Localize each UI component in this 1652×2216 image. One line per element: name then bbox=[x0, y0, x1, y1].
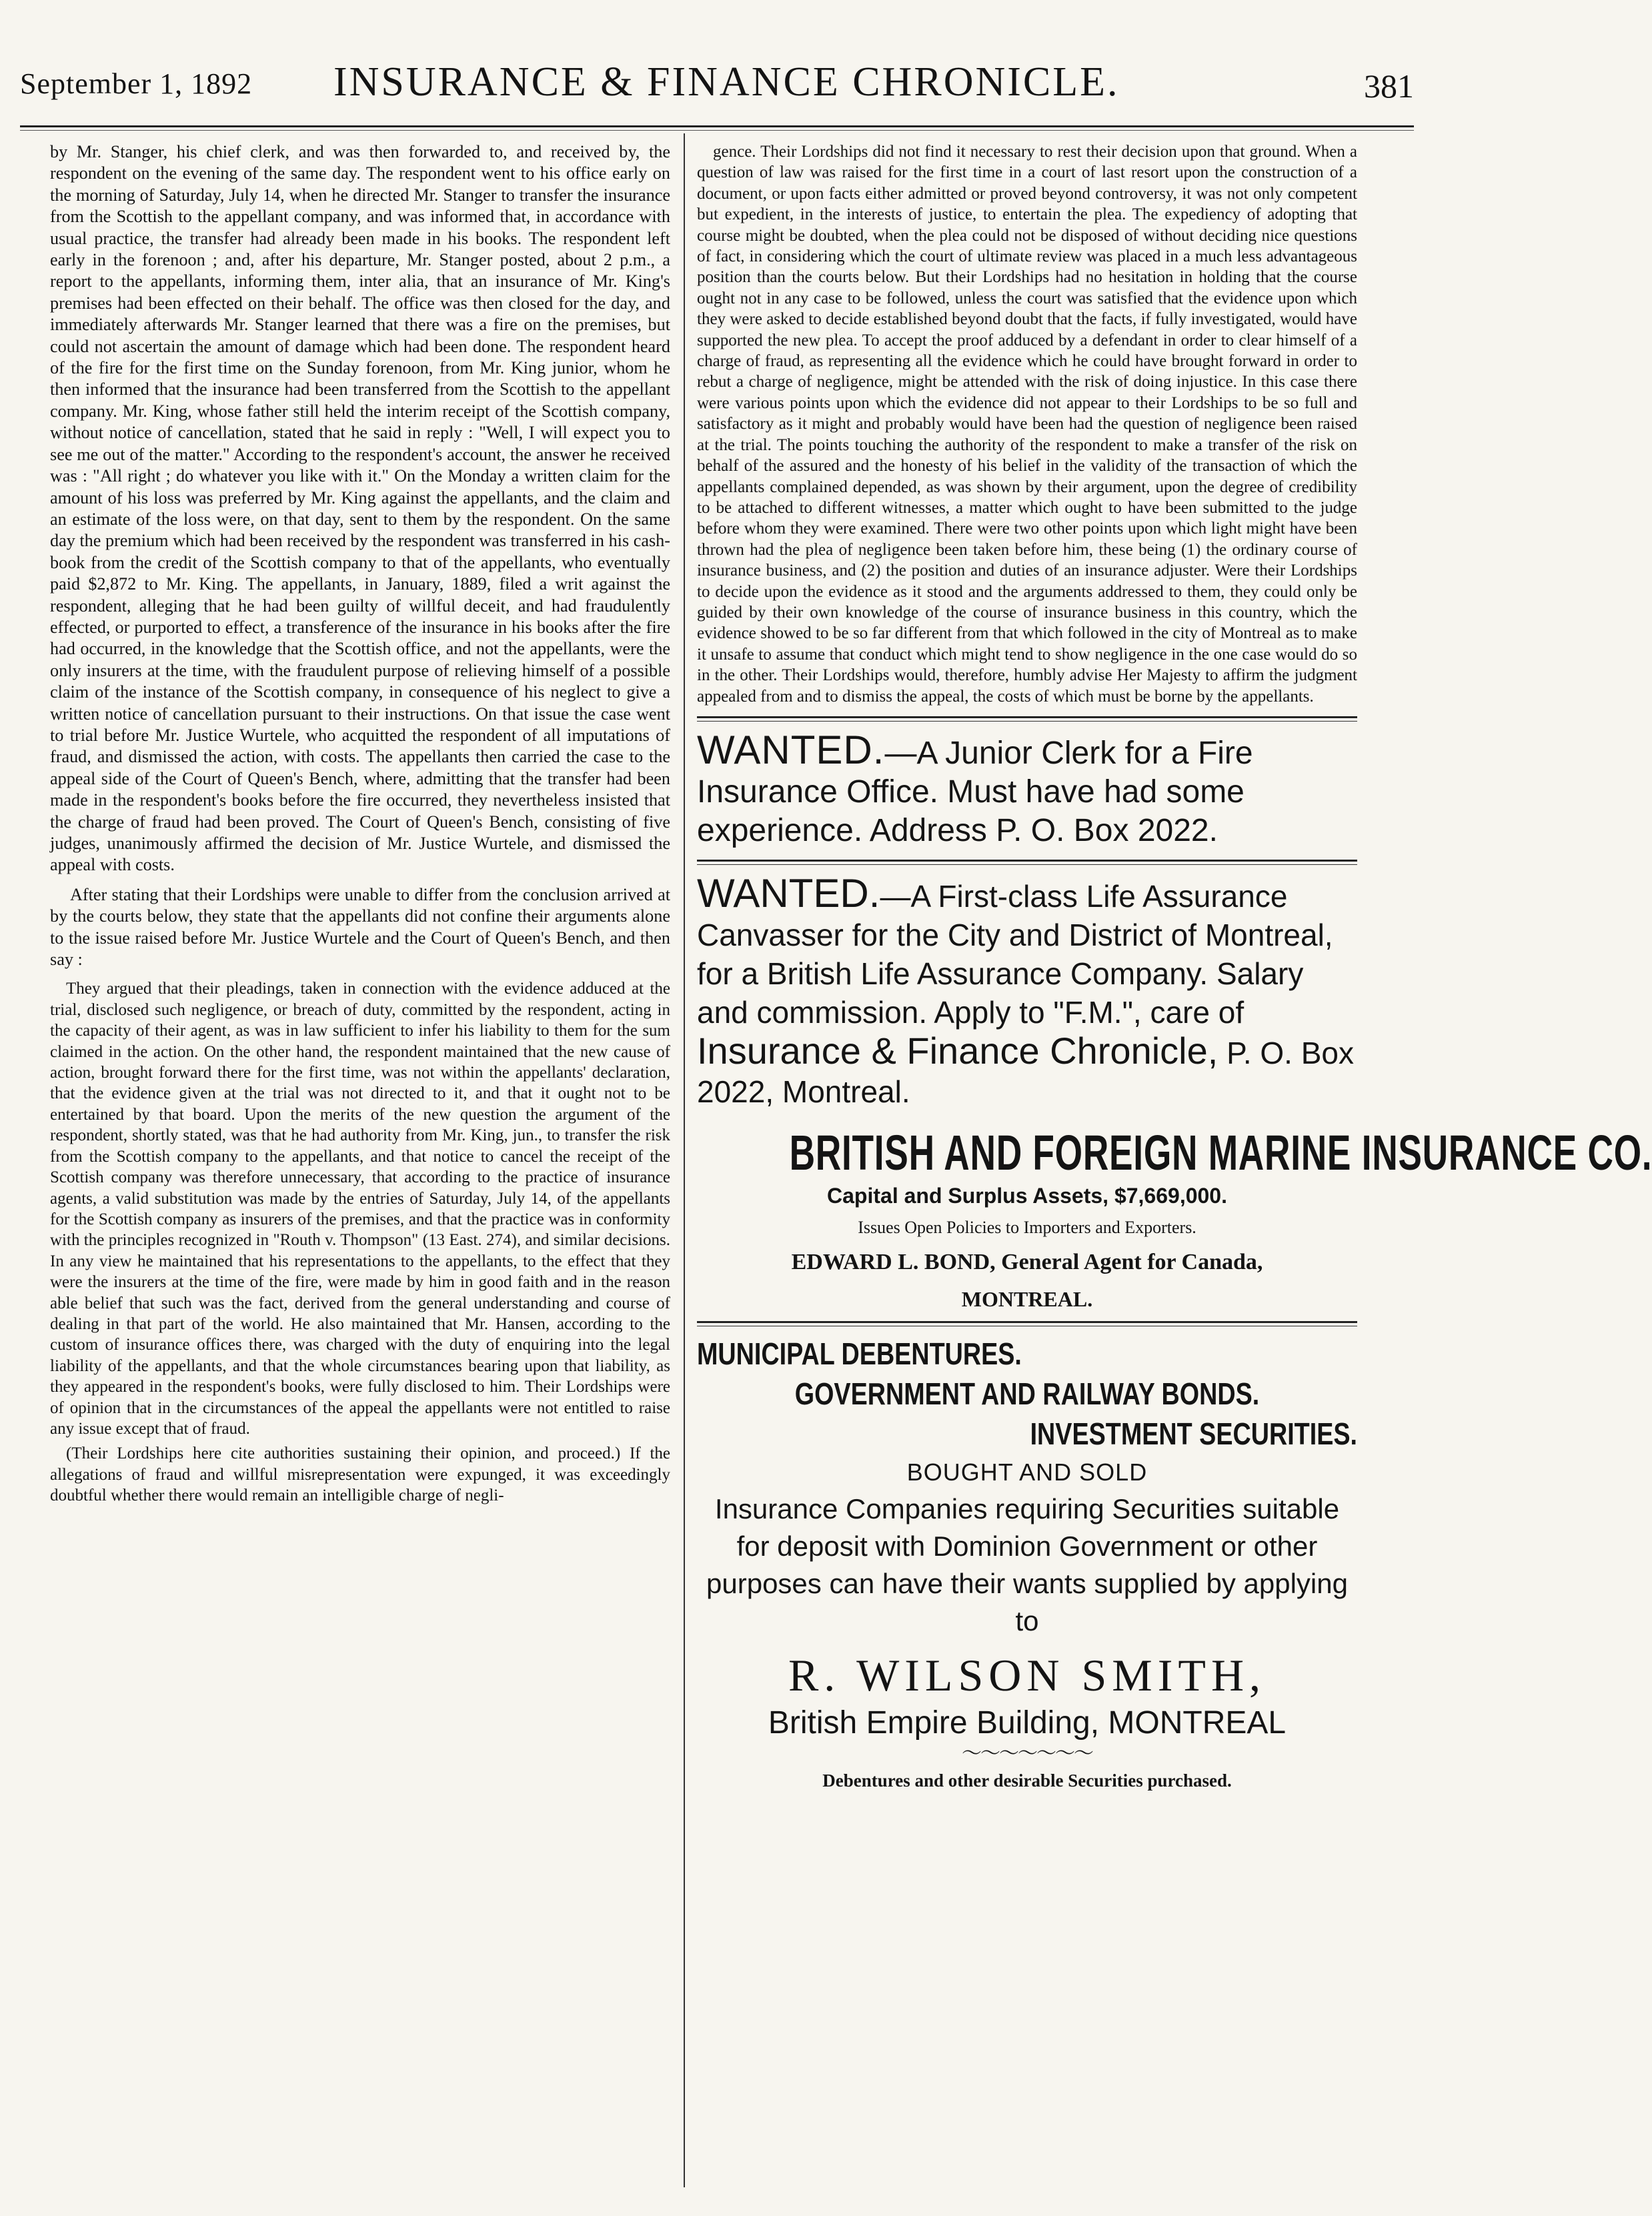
article-paragraph: by Mr. Stanger, his chief clerk, and was then forwarded to, and received by, the respondent on the evening of the same day. The respondent went to his office early on the morning of Saturday, July 14, when he directed Mr. Stanger to transfer the insurance from the Scottish to the appellant company, and was informed that, in accordance with usual practice, the transfer had already been made in his books. The respondent left early in the forenoon ; and, after his departure, Mr. Stanger posted, about 2 p.m., a report to the appellants, informing them, inter alia, that an insurance of Mr. King's premises had been effected on their behalf. The office was then closed for the day, and immediately afterwards Mr. Stanger learned that there was a fire on the premises, but could not ascertain the amount of damage which had been done. The respondent heard of the fire for the first time on the Sunday forenoon, from Mr. King junior, whom he then informed that the insurance had been transferred from the Scottish to the appellant company. Mr. King, whose father still held the interim receipt of the Scottish company, without notice of cancellation, stated that he said in reply : "Well, I will expect you to see me out of the matter." According to the respondent's account, the answer he received was : "All right ; do whatever you like with it." On the Monday a written claim for the amount of his loss was preferred by Mr. King against the appellants, and the claim and an estimate of the loss were, on that day, sent to them by the respondent. On the same day the premium which had been received by the respondent was transferred in his cash-book from the credit of the Scottish company to that of the appellants, who eventually paid $2,872 to Mr. King. The appellants, in January, 1889, filed a writ against the respondent, alleging that he had been guilty of willful deceit, and had fraudulently effected, or purported to effect, a transference of the insurance in his books after the fire had occurred, in the knowledge that the Scottish office, and not the appellants, were the only insurers at the time, with the fraudulent purpose of relieving himself of a possible claim of the instance of the Scottish company, in consequence of his neglect to give a written notice of cancellation pursuant to their instructions. On that issue the case went to trial before Mr. Justice Wurtele, who acquitted the respondent of all imputations of fraud, and dismissed the action, with costs. The appellants then carried the case to the appeal side of the Court of Queen's Bench, where, admitting that the transfer had been made in the respondent's books before the fire occurred, they nevertheless insisted that the charge of fraud had been proved. The Court of Queen's Bench, consisting of five judges, unanimously affirmed the decision of Mr. Justice Wurtele, and dismissed the appeal with costs. bbox=[50, 142, 670, 875]
issue-date: September 1, 1892 bbox=[20, 67, 253, 100]
wanted-text: —A Junior Clerk for a Fire Insurance Office. Must have had some experience. Address P. O. Box 2022. bbox=[697, 735, 1253, 848]
article-paragraph: After stating that their Lordships were unable to differ from the conclusion arrived at by the courts below, they state that the appellants did not confine their arguments alone to the issue raised before Mr. Justice Wurtele and the Court of Queen's Bench, and then say : bbox=[50, 884, 670, 970]
wanted-ad-canvasser bbox=[697, 870, 1357, 1111]
publication-name: Insurance & Finance Chronicle, bbox=[697, 1029, 1218, 1072]
marine-agent: EDWARD L. BOND, General Agent for Canada, bbox=[791, 1249, 1263, 1274]
marine-issues: Issues Open Policies to Importers and Exporters. bbox=[858, 1217, 1196, 1237]
left-column bbox=[50, 141, 670, 1506]
page-header bbox=[20, 59, 1414, 111]
investment-text: Insurance Companies requiring Securities suitable for deposit with Dominion Government or other purposes can have their wants supplied by applying to bbox=[706, 1492, 1348, 1636]
publication-title: INSURANCE & FINANCE CHRONICLE. bbox=[333, 59, 1120, 105]
securities-heading: INVESTMENT SECURITIES. bbox=[1030, 1416, 1357, 1451]
debentures-note: Debentures and other desirable Securities purchased. bbox=[822, 1770, 1232, 1791]
header-rule bbox=[20, 125, 1414, 131]
section-rule bbox=[697, 1321, 1357, 1326]
quoted-judgment: (Their Lordships here cite authorities sustaining their opinion, and proceed.) If the allegations of fraud and willful misrepresentation were expunged, it was exceedingly doubtful whether there would remain an intelligible charge of negli- bbox=[50, 1444, 670, 1505]
column-divider bbox=[684, 133, 685, 2187]
wanted-address: P. O. Box 2022, Montreal. bbox=[697, 1035, 1354, 1109]
wanted-text: —A First-class Life Assurance Canvasser for the City and District of Montreal, for a British Life Assurance Company. Salary and commission. Apply to "F.M.", care of bbox=[697, 878, 1333, 1030]
dealer-name: R. WILSON SMITH, bbox=[788, 1649, 1267, 1701]
quoted-judgment: They argued that their pleadings, taken in connection with the evidence adduced at the trial, disclosed such negligence, or breach of duty, committed by the respondent, acting in the capacity of their agent, as was in law sufficient to infer his liability to them for the sum claimed in the action. On the other hand, the respondent maintained that the new cause of action, brought forward there for the first time, was not within the appellants' declaration, that the evidence given at the trial was not directed to it, and that it ought not to be entertained by that board. Upon the merits of the new question the argument of the respondent, shortly stated, was that he had authority from Mr. King, jun., to transfer the risk from the Scottish company to the appellants, and that notice to cancel the receipt of the Scottish company was therefore unnecessary, that according to the practice of insurance agents, a valid substitution was made by the entries of Saturday, July 14, of the appellants for the Scottish company as insurers of the premises, and that the practice was in conformity with the principles recognized in "Routh v. Thompson" (13 East. 274), and similar decisions. In any view he maintained that his representations to the appellants, to the effect that they were the insurers at the time of the fire, were made by him in good faith and in the reason able belief that such was the fact, derived from the general understanding and course of dealing in that part of the world. He also maintained that Mr. Hansen, according to the custom of insurance offices there, was charged with the duty of enquiring into the legal liability of the appellants, and that the whole circumstances bearing upon that liability, as they appeared in the respondent's books, were fully disclosed to him. Their Lordships were of opinion that in the circumstances of the appeal the appellants were not entitled to raise any issue except that of fraud. bbox=[50, 980, 670, 1438]
bonds-heading: GOVERNMENT AND RAILWAY BONDS. bbox=[794, 1376, 1260, 1411]
debentures-heading: MUNICIPAL DEBENTURES. bbox=[697, 1336, 1022, 1371]
page-number: 381 bbox=[1364, 67, 1414, 105]
section-rule bbox=[697, 716, 1357, 722]
marine-insurance-title: BRITISH AND FOREIGN MARINE INSURANCE CO. bbox=[789, 1124, 1652, 1180]
right-column bbox=[697, 141, 1652, 1791]
dealer-address: British Empire Building, MONTREAL bbox=[768, 1705, 1287, 1741]
wanted-ad-clerk bbox=[697, 727, 1357, 850]
wanted-heading: WANTED. bbox=[697, 727, 885, 772]
marine-capital: Capital and Surplus Assets, $7,669,000. bbox=[827, 1183, 1227, 1208]
quoted-judgment: gence. Their Lordships did not find it necessary to rest their decision upon that ground. When a question of law was raised for the first time in a court of last resort upon the construction of a document, or upon facts either admitted or proved beyond controversy, it was not only competent but expedient, in the interests of justice, to entertain the plea. The expediency of adopting that course might be doubted, when the plea could not be disposed of without deciding nice questions of fact, in considering which the court of ultimate review was placed in a much less advantageous position than the courts below. But their Lordships had no hesitation in holding that the course ought not in any case to be followed, unless the court was satisfied that the evidence upon which they were asked to decide established beyond doubt that the facts, if fully investigated, would have supported the new plea. To accept the proof adduced by a defendant in order to clear himself of a charge of fraud, as representing all the evidence which he could have brought forward in order to rebut a charge of negligence, might be attended with the risk of doing injustice. In this case there were various points upon which the evidence did not appear to their Lordships to be so full and satisfactory as it might and probably would have been had the question of negligence been raised at the trial. The points touching the authority of the respondent to make a transfer of the risk on behalf of the assured and the honesty of his belief in the validity of the transaction of which the appellants complained depended, as was shown by their argument, upon the degree of credibility to be attached to different witnesses, a matter which ought to have been submitted to the judge before whom they were examined. There were two other points upon which light might have been thrown had the plea of negligence been taken before him, these being (1) the ordinary course of insurance business, and (2) the position and duties of an insurance adjuster. Were their Lordships to decide upon the evidence as it stood and the arguments addressed to them, they could only be guided by their own knowledge of the course of insurance business in this country, which the evidence showed to be so far different from that which followed in the city of Montreal as to make it unsafe to assume that conduct which might tend to show negligence in the one case would do so in the other. Their Lordships would, therefore, humbly advise Her Majesty to affirm the judgment appealed from and to dismiss the appeal, the costs of which must be borne by the appellants. bbox=[697, 143, 1357, 706]
marine-city: MONTREAL. bbox=[961, 1286, 1093, 1311]
ornamental-divider: 〜〜〜〜〜〜〜 bbox=[962, 1742, 1092, 1765]
wanted-heading: WANTED. bbox=[697, 870, 880, 916]
bought-and-sold: BOUGHT AND SOLD bbox=[906, 1458, 1148, 1486]
section-rule bbox=[697, 860, 1357, 865]
